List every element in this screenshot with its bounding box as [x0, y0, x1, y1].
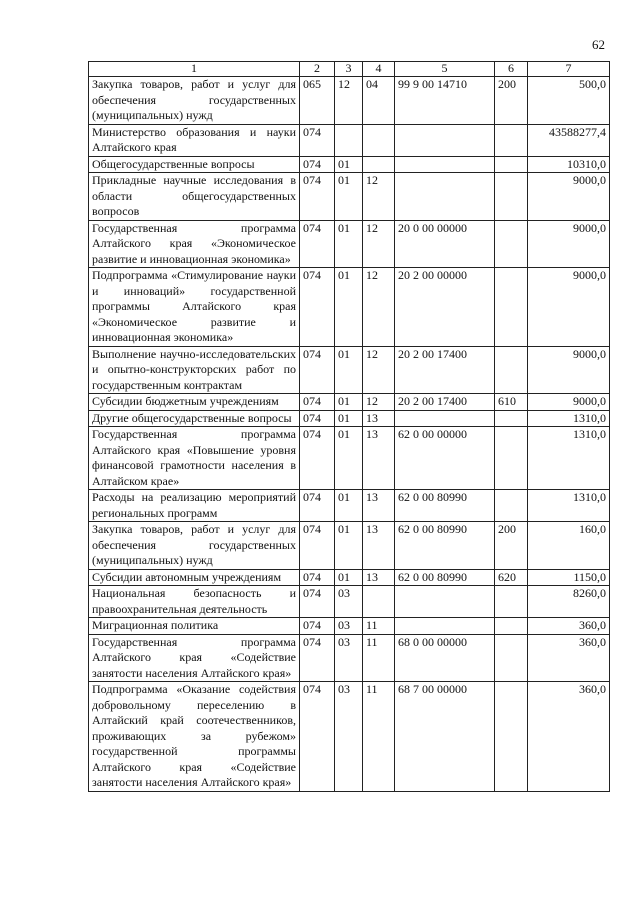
subsection-code-cell: 13: [363, 427, 395, 490]
table-row: [89, 173, 610, 221]
expense-type-cell: [495, 124, 528, 156]
department-code-cell: 074: [300, 410, 335, 427]
row-name-cell: Подпрограмма «Стимулирование науки и инноваций» государственной программы Алтайского края «Экономическое развитие и инновационная экономика»: [89, 268, 300, 347]
amount-cell: 360,0: [528, 682, 610, 792]
header-cell: 6: [495, 62, 528, 77]
row-name-cell: Государственная программа Алтайского края «Содействие занятости населения Алтайского края»: [89, 634, 300, 682]
budget-table: [88, 61, 610, 792]
subsection-code-cell: 11: [363, 618, 395, 635]
header-cell: 4: [363, 62, 395, 77]
subsection-code-cell: 12: [363, 220, 395, 268]
department-code-cell: 074: [300, 522, 335, 570]
section-code-cell: 01: [335, 268, 363, 347]
department-code-cell: 074: [300, 569, 335, 586]
expense-type-cell: [495, 586, 528, 618]
target-article-cell: 20 2 00 17400: [395, 346, 495, 394]
expense-type-cell: [495, 173, 528, 221]
table-row: [89, 77, 610, 125]
amount-cell: 1150,0: [528, 569, 610, 586]
expense-type-cell: [495, 490, 528, 522]
amount-cell: 9000,0: [528, 173, 610, 221]
table-row: [89, 569, 610, 586]
target-article-cell: [395, 173, 495, 221]
table-row: [89, 618, 610, 635]
row-name-cell: Подпрограмма «Оказание содействия добровольному переселению в Алтайский край соотечественников, проживающих за рубежом» государственной программы Алтайского края «Содействие занятости населения Алтайского края»: [89, 682, 300, 792]
subsection-code-cell: 12: [363, 268, 395, 347]
expense-type-cell: [495, 410, 528, 427]
row-name-cell: Другие общегосударственные вопросы: [89, 410, 300, 427]
row-name-cell: Выполнение научно-исследовательских и опытно-конструкторских работ по государственным контрактам: [89, 346, 300, 394]
subsection-code-cell: 12: [363, 394, 395, 411]
department-code-cell: 074: [300, 124, 335, 156]
row-name-cell: Закупка товаров, работ и услуг для обеспечения государственных (муниципальных) нужд: [89, 77, 300, 125]
target-article-cell: [395, 586, 495, 618]
row-name-cell: Расходы на реализацию мероприятий региональных программ: [89, 490, 300, 522]
row-name-cell: Закупка товаров, работ и услуг для обеспечения государственных (муниципальных) нужд: [89, 522, 300, 570]
department-code-cell: 074: [300, 346, 335, 394]
table-row: [89, 427, 610, 490]
target-article-cell: [395, 124, 495, 156]
expense-type-cell: 200: [495, 522, 528, 570]
header-cell: 5: [395, 62, 495, 77]
table-row: [89, 346, 610, 394]
target-article-cell: 62 0 00 80990: [395, 569, 495, 586]
amount-cell: 1310,0: [528, 427, 610, 490]
department-code-cell: 074: [300, 220, 335, 268]
department-code-cell: 074: [300, 156, 335, 173]
expense-type-cell: [495, 618, 528, 635]
table-row: [89, 490, 610, 522]
amount-cell: 43588277,4: [528, 124, 610, 156]
subsection-code-cell: 12: [363, 346, 395, 394]
table-row: [89, 156, 610, 173]
expense-type-cell: [495, 634, 528, 682]
section-code-cell: 01: [335, 569, 363, 586]
subsection-code-cell: 11: [363, 634, 395, 682]
department-code-cell: 074: [300, 682, 335, 792]
target-article-cell: 20 2 00 00000: [395, 268, 495, 347]
target-article-cell: 62 0 00 80990: [395, 522, 495, 570]
amount-cell: 1310,0: [528, 410, 610, 427]
expense-type-cell: [495, 220, 528, 268]
row-name-cell: Национальная безопасность и правоохранительная деятельность: [89, 586, 300, 618]
expense-type-cell: [495, 682, 528, 792]
expense-type-cell: [495, 268, 528, 347]
department-code-cell: 074: [300, 618, 335, 635]
subsection-code-cell: 12: [363, 173, 395, 221]
header-row: [89, 62, 610, 77]
expense-type-cell: 200: [495, 77, 528, 125]
table-row: [89, 634, 610, 682]
table-row: [89, 522, 610, 570]
department-code-cell: 074: [300, 394, 335, 411]
subsection-code-cell: 13: [363, 490, 395, 522]
row-name-cell: Общегосударственные вопросы: [89, 156, 300, 173]
target-article-cell: 68 7 00 00000: [395, 682, 495, 792]
table-row: [89, 268, 610, 347]
amount-cell: 9000,0: [528, 346, 610, 394]
amount-cell: 10310,0: [528, 156, 610, 173]
page-number: 62: [592, 37, 605, 52]
expense-type-cell: 610: [495, 394, 528, 411]
row-name-cell: Прикладные научные исследования в области общегосударственных вопросов: [89, 173, 300, 221]
header-cell: 1: [89, 62, 300, 77]
target-article-cell: 68 0 00 00000: [395, 634, 495, 682]
amount-cell: 8260,0: [528, 586, 610, 618]
target-article-cell: 62 0 00 80990: [395, 490, 495, 522]
row-name-cell: Министерство образования и науки Алтайского края: [89, 124, 300, 156]
department-code-cell: 074: [300, 586, 335, 618]
row-name-cell: Субсидии автономным учреждениям: [89, 569, 300, 586]
section-code-cell: [335, 124, 363, 156]
section-code-cell: 01: [335, 173, 363, 221]
table-row: [89, 394, 610, 411]
expense-type-cell: [495, 156, 528, 173]
expense-type-cell: [495, 427, 528, 490]
header-cell: 3: [335, 62, 363, 77]
section-code-cell: 03: [335, 618, 363, 635]
table-row: [89, 410, 610, 427]
subsection-code-cell: [363, 124, 395, 156]
section-code-cell: 01: [335, 427, 363, 490]
subsection-code-cell: 13: [363, 410, 395, 427]
section-code-cell: 01: [335, 346, 363, 394]
header-cell: 7: [528, 62, 610, 77]
section-code-cell: 12: [335, 77, 363, 125]
target-article-cell: 62 0 00 00000: [395, 427, 495, 490]
table-row: [89, 682, 610, 792]
section-code-cell: 01: [335, 410, 363, 427]
department-code-cell: 074: [300, 634, 335, 682]
section-code-cell: 03: [335, 586, 363, 618]
amount-cell: 360,0: [528, 618, 610, 635]
row-name-cell: Субсидии бюджетным учреждениям: [89, 394, 300, 411]
section-code-cell: 01: [335, 156, 363, 173]
subsection-code-cell: 11: [363, 682, 395, 792]
target-article-cell: 20 0 00 00000: [395, 220, 495, 268]
subsection-code-cell: 04: [363, 77, 395, 125]
row-name-cell: Государственная программа Алтайского края «Повышение уровня финансовой грамотности населения в Алтайском крае»: [89, 427, 300, 490]
header-cell: 2: [300, 62, 335, 77]
amount-cell: 9000,0: [528, 268, 610, 347]
row-name-cell: Государственная программа Алтайского края «Экономическое развитие и инновационная экономика»: [89, 220, 300, 268]
department-code-cell: 065: [300, 77, 335, 125]
table-row: [89, 586, 610, 618]
subsection-code-cell: 13: [363, 569, 395, 586]
row-name-cell: Миграционная политика: [89, 618, 300, 635]
target-article-cell: 99 9 00 14710: [395, 77, 495, 125]
amount-cell: 9000,0: [528, 220, 610, 268]
target-article-cell: [395, 618, 495, 635]
section-code-cell: 01: [335, 394, 363, 411]
expense-type-cell: 620: [495, 569, 528, 586]
amount-cell: 9000,0: [528, 394, 610, 411]
subsection-code-cell: 13: [363, 522, 395, 570]
department-code-cell: 074: [300, 490, 335, 522]
table-body: [89, 77, 610, 792]
section-code-cell: 01: [335, 220, 363, 268]
section-code-cell: 03: [335, 682, 363, 792]
expense-type-cell: [495, 346, 528, 394]
department-code-cell: 074: [300, 173, 335, 221]
section-code-cell: 01: [335, 490, 363, 522]
department-code-cell: 074: [300, 427, 335, 490]
amount-cell: 160,0: [528, 522, 610, 570]
section-code-cell: 03: [335, 634, 363, 682]
table-row: [89, 124, 610, 156]
amount-cell: 1310,0: [528, 490, 610, 522]
department-code-cell: 074: [300, 268, 335, 347]
amount-cell: 360,0: [528, 634, 610, 682]
subsection-code-cell: [363, 586, 395, 618]
amount-cell: 500,0: [528, 77, 610, 125]
section-code-cell: 01: [335, 522, 363, 570]
subsection-code-cell: [363, 156, 395, 173]
target-article-cell: 20 2 00 17400: [395, 394, 495, 411]
table-row: [89, 220, 610, 268]
target-article-cell: [395, 410, 495, 427]
target-article-cell: [395, 156, 495, 173]
